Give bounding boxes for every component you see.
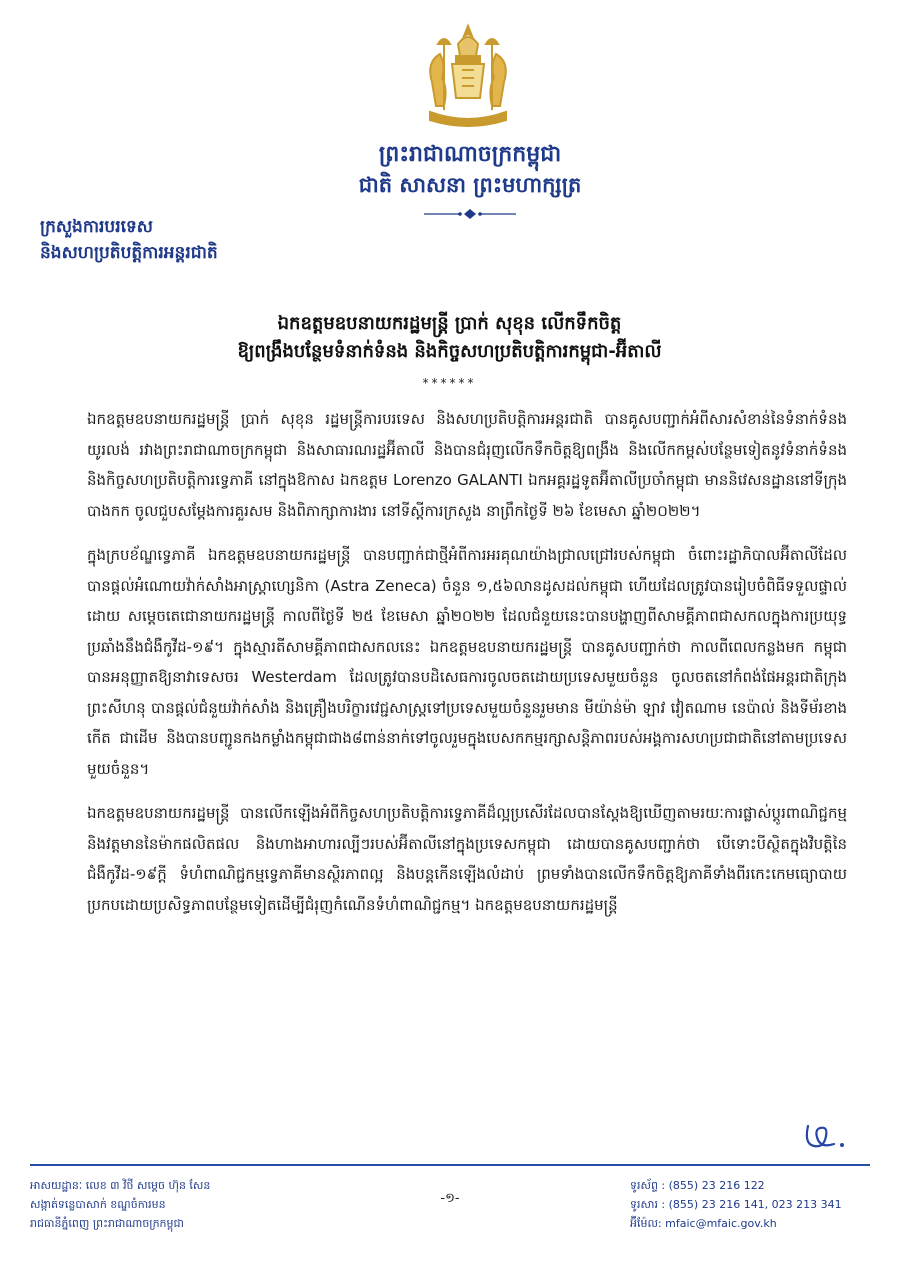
body-text [87, 404, 847, 934]
ornament-divider-icon [420, 208, 520, 220]
address-line-1: អាសយដ្ឋានៈ លេខ ៣ វិថី សម្តេច ហ៊ុន សែន [30, 1179, 211, 1192]
kingdom-name: ព្រះរាជាណាចក្រកម្ពុជា [378, 142, 562, 167]
title-separator: ****** [422, 376, 477, 390]
national-motto: ជាតិ សាសនា ព្រះមហាក្សត្រ [358, 173, 582, 197]
paragraph-1: ឯកឧត្តមឧបនាយករដ្ឋមន្ត្រី ប្រាក់ សុខុន រដ្ឋមន្ត្រីការបរទេស និងសហប្រតិបត្តិការអន្តរជាតិ បានគូសបញ្ជាក់អំពីសារសំខាន់នៃទំនាក់ទំនងយូរលង់ រវាងព្រះរាជាណាចក្រកម្ពុជា និងសាធារណរដ្ឋអ៊ីតាលី និងបានជំរុញលើកទឹកចិត្តឱ្យពង្រឹង និងលើកកម្ពស់បន្ថែមទៀតនូវទំនាក់ទំនង និងកិច្ចសហប្រតិបត្តិការទ្វេភាគី នៅក្នុងឱកាស ឯកឧត្តម Lorenzo GALANTI ឯកអគ្គរដ្ឋទូតអ៊ីតាលីប្រចាំកម្ពុជា មាននិវេសនដ្ឋាននៅទីក្រុងបាងកក ចូលជួបសម្តែងការគួរសម និងពិភាក្សាការងារ នៅទីស្តីការក្រសួង នាព្រឹកថ្ងៃទី ២៦ ខែមេសា ឆ្នាំ២០២២។ [87, 410, 847, 520]
press-release-title [60, 310, 839, 366]
address-line-3: រាជធានីភ្នំពេញ ព្រះរាជាណាចក្រកម្ពុជា [30, 1217, 184, 1230]
title-line-1: ឯកឧត្តមឧបនាយករដ្ឋមន្ត្រី ប្រាក់ សុខុន លើកទឹកចិត្ត [277, 313, 622, 334]
footer-contacts [630, 1176, 880, 1233]
address-line-2: សង្កាត់ទន្លេបាសាក់ ខណ្ឌចំការមន [30, 1198, 166, 1211]
fax-number: ទូរសារ : (855) 23 216 141, 023 213 341 [630, 1198, 842, 1211]
footer-address [30, 1176, 350, 1233]
kingdom-motto [330, 140, 610, 200]
ministry-name [40, 214, 360, 266]
title-line-2: ឱ្យពង្រឹងបន្ថែមទំនាក់ទំនង និងកិច្ចសហប្រតិបត្តិការកម្ពុជា-អ៊ីតាលី [237, 341, 662, 362]
page-number: -១- [440, 1191, 460, 1206]
initial-signature-icon [800, 1118, 850, 1154]
royal-emblem-icon [422, 22, 514, 130]
ministry-line-1: ក្រសួងការបរទេស [40, 217, 153, 237]
ministry-line-2: និងសហប្រតិបត្តិការអន្តរជាតិ [40, 243, 218, 263]
paragraph-2: ក្នុងក្របខ័ណ្ឌទ្វេភាគី ឯកឧត្តមឧបនាយករដ្ឋមន្ត្រី បានបញ្ជាក់ជាថ្មីអំពីការអរគុណយ៉ាងជ្រាលជ្រៅរបស់កម្ពុជា ចំពោះរដ្ឋាភិបាលអ៊ីតាលីដែលបានផ្តល់អំណោយវ៉ាក់សាំងអាស្ត្រាហ្សេនិកា (Astra Zeneca) ចំនួន ១,៥៦លានដូសដល់កម្ពុជា ហើយដែលត្រូវបានរៀបចំពិធីទទួលផ្ទាល់ដោយ សម្តេចតេជោនាយករដ្ឋមន្ត្រី កាលពីថ្ងៃទី ២៥ ខែមេសា ឆ្នាំ២០២២ ដែលជំនួយនេះបានបង្ហាញពីសាមគ្គីភាពជាសកលក្នុងការប្រយុទ្ធប្រឆាំងនឹងជំងឺកូវីដ-១៩។ ក្នុងស្មារតីសាមគ្គីភាពជាសកលនេះ ឯកឧត្តមឧបនាយករដ្ឋមន្ត្រី បានគូសបញ្ជាក់ថា កាលពីពេលកន្លងមក កម្ពុជាបានអនុញ្ញាតឱ្យនាវាទេសចរ Westerdam ដែលត្រូវបានបដិសេធការចូលចតដោយប្រទេសមួយចំនួន ចូលចតនៅកំពង់ផែអន្តរជាតិក្រុងព្រះសីហនុ បានផ្តល់ជំនួយវ៉ាក់សាំង និងគ្រឿងបរិក្ខារវេជ្ជសាស្ត្រទៅប្រទេសមួយចំនួនរួមមាន មីយ៉ាន់ម៉ា ឡាវ វៀតណាម នេប៉ាល់ និងទីម័រខាងកើត ជាដើម និងបានបញ្ជូនកងកម្លាំងកម្ពុជាជាង៨ពាន់នាក់ទៅចូលរួមក្នុងបេសកកម្មរក្សាសន្តិភាពរបស់អង្គការសហប្រជាជាតិនៅតាមប្រទេសមួយចំនួន។ [87, 546, 847, 778]
phone-number: ទូរស័ព្ទ : (855) 23 216 122 [630, 1179, 765, 1192]
footer-divider [30, 1164, 870, 1166]
email-address: អ៊ីម៉ែល: mfaic@mfaic.gov.kh [630, 1217, 777, 1230]
paragraph-3: ឯកឧត្តមឧបនាយករដ្ឋមន្ត្រី បានលើកឡើងអំពីកិច្ចសហប្រតិបត្តិការទ្វេភាគីដ៏ល្អប្រសើរដែលបានស្តែងឱ្យឃើញតាមរយៈការផ្លាស់ប្តូរពាណិជ្ជកម្ម និងវត្តមាននៃម៉ាកផលិតផល និងហាងអាហារល្បីៗរបស់អ៊ីតាលីនៅក្នុងប្រទេសកម្ពុជា ដោយបានគូសបញ្ជាក់ថា បើទោះបីស្ថិតក្នុងវិបត្តិនៃជំងឺកូវីដ-១៩ក្តី ទំហំពាណិជ្ជកម្មទ្វេភាគីមានស្ថិរភាពល្អ និងបន្តកើនឡើងលំដាប់ ព្រមទាំងបានលើកទឹកចិត្តឱ្យភាគីទាំងពីរកេះកេមធ្យោបាយប្រកបដោយប្រសិទ្ធភាពបន្ថែមទៀតដើម្បីជំរុញកំណើនទំហំពាណិជ្ជកម្ម។ ឯកឧត្តមឧបនាយករដ្ឋមន្ត្រី [87, 804, 847, 914]
